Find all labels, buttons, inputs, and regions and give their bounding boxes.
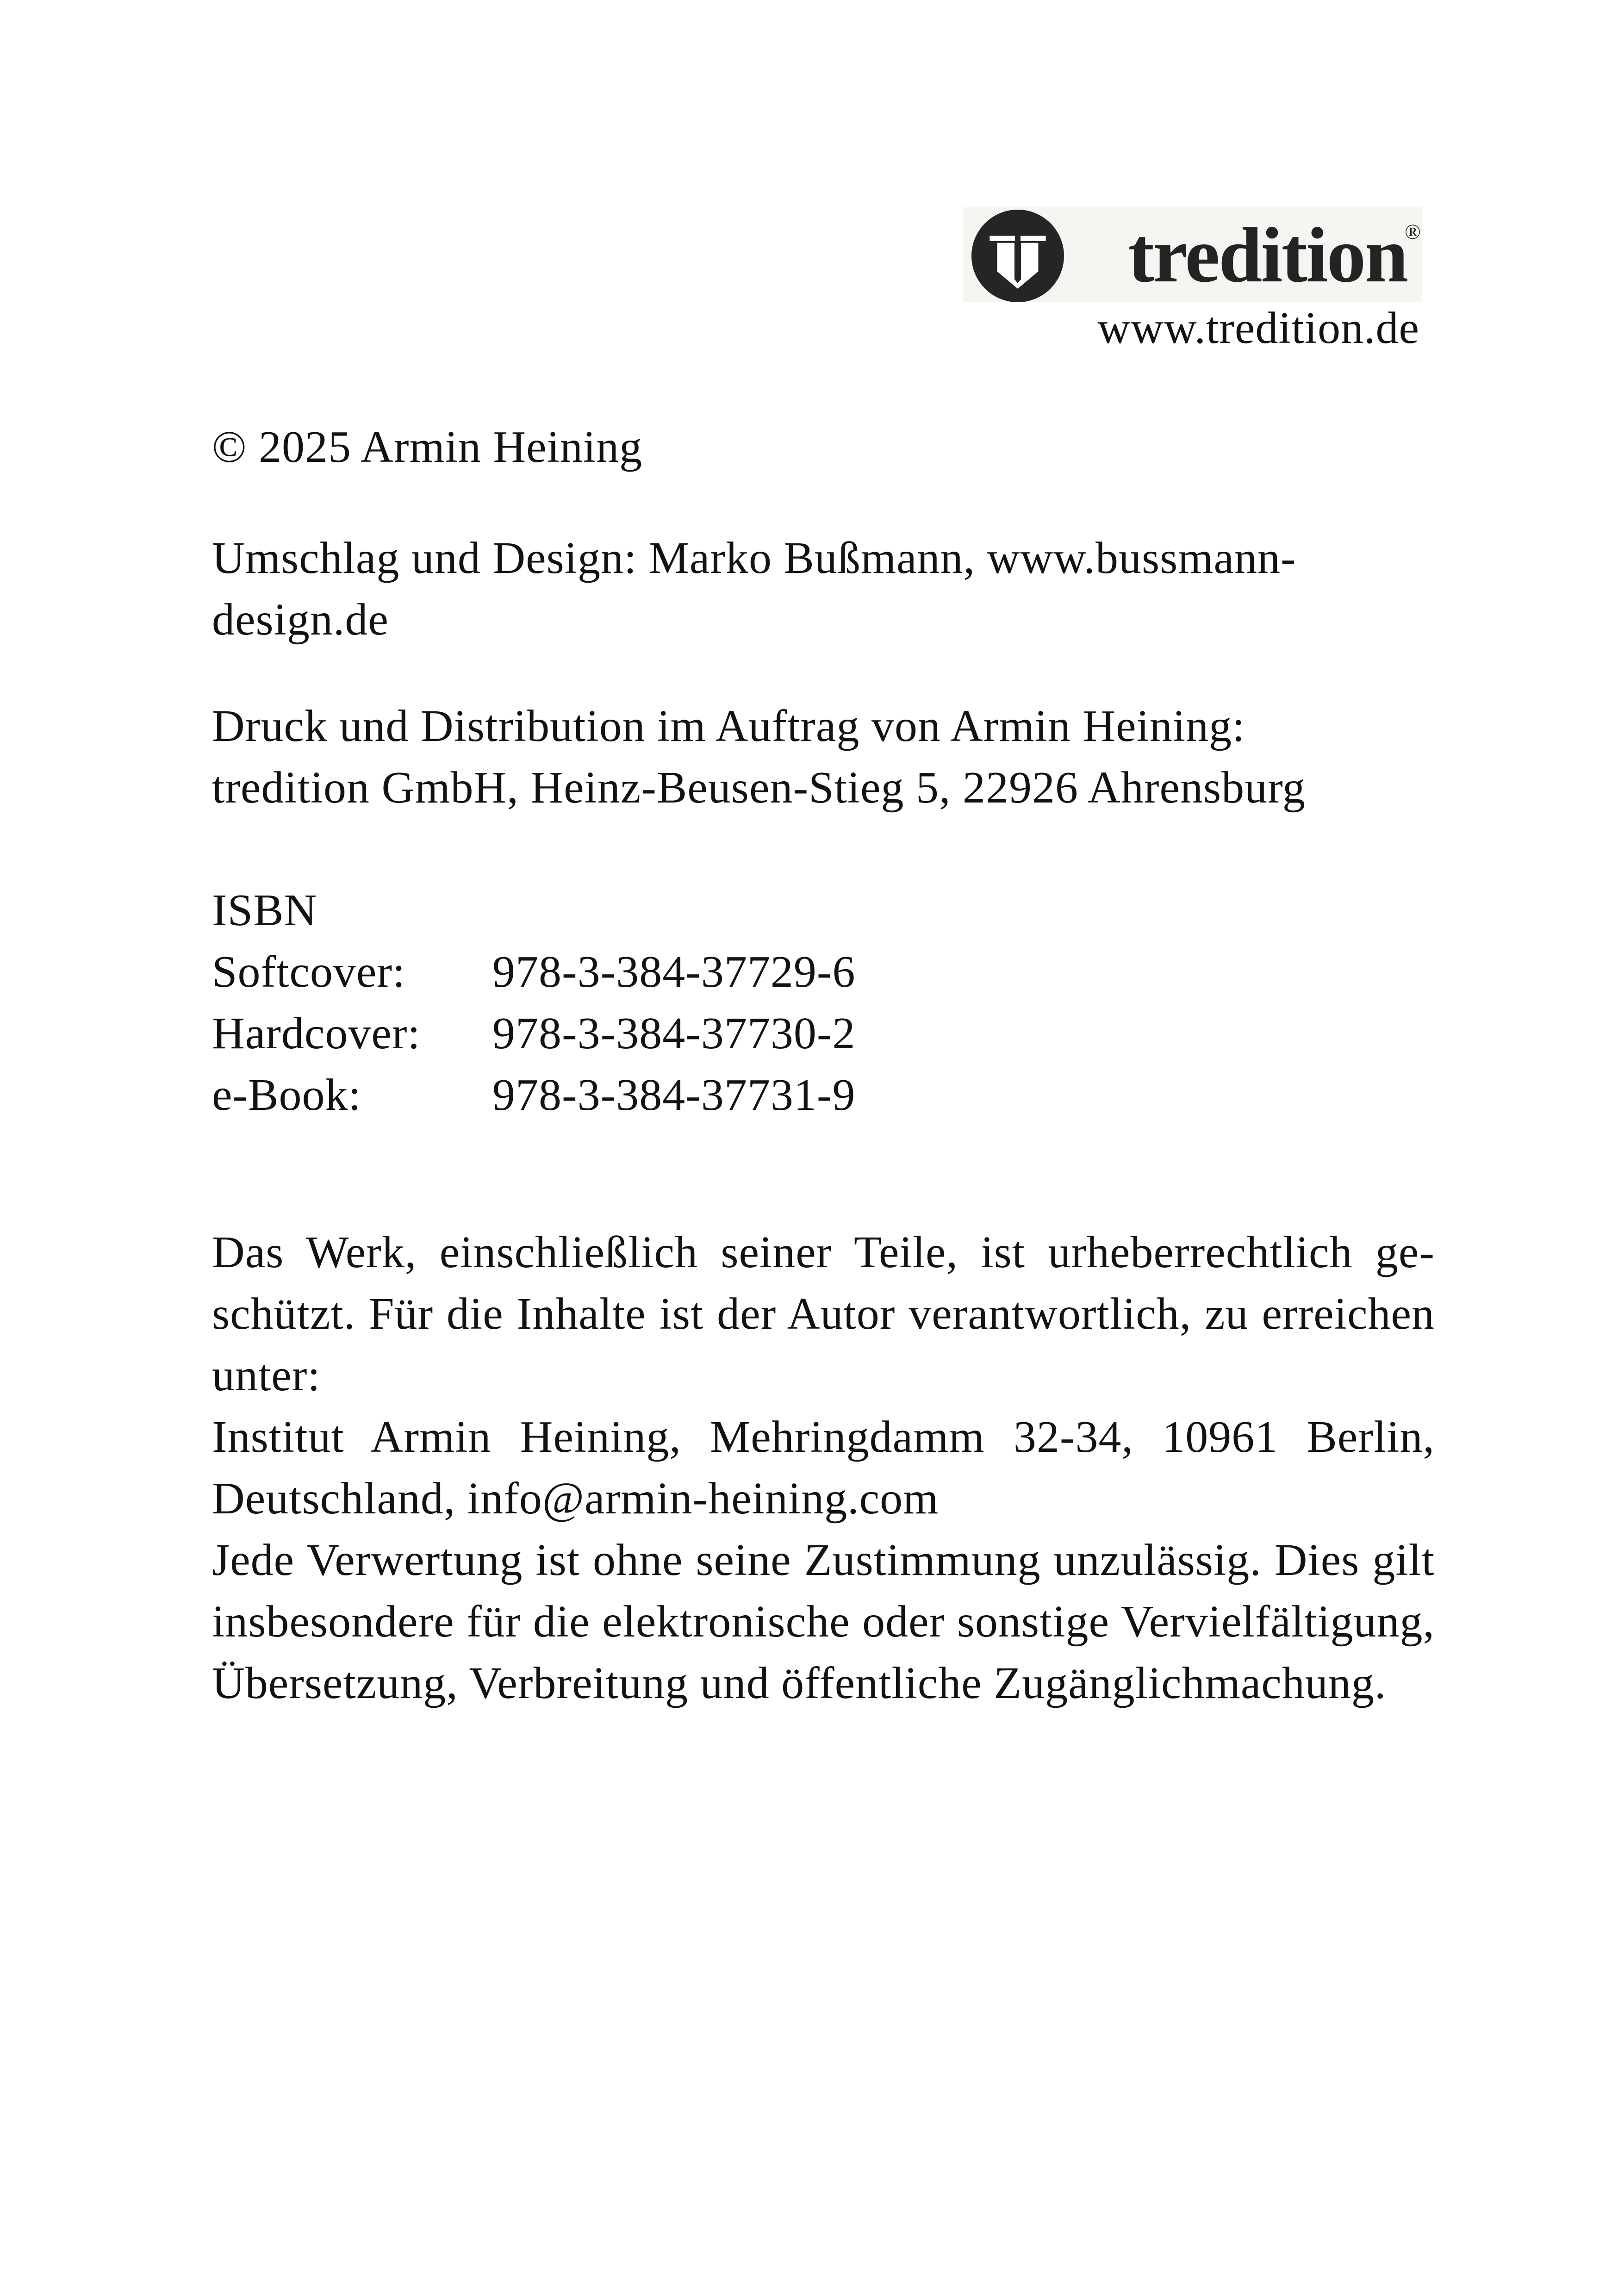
isbn-number: 978-3-384-37730-2 bbox=[492, 1008, 856, 1058]
isbn-number: 978-3-384-37731-9 bbox=[492, 1070, 856, 1120]
design-credit-line: Umschlag und Design: Marko Bußmann, www.bussmann- bbox=[212, 533, 1296, 583]
isbn-row bbox=[212, 1064, 1435, 1126]
distribution-block bbox=[212, 696, 1435, 819]
distribution-line: tredition GmbH, Heinz-Beusen-Stieg 5, 22926 Ahrensburg bbox=[212, 763, 1306, 813]
publisher-website: www.tredition.de bbox=[1097, 303, 1419, 353]
copyright-block bbox=[212, 417, 1435, 478]
isbn-row bbox=[212, 1003, 1435, 1064]
legal-line: Übersetzung, Verbreitung und öffentliche Zugänglichmachung. bbox=[212, 1658, 1387, 1708]
isbn-format-label: e-Book: bbox=[212, 1070, 361, 1120]
isbn-format-label: Softcover: bbox=[212, 947, 406, 997]
legal-line: Jede Verwertung ist ohne seine Zustimmung unzulässig. Dies gilt bbox=[212, 1535, 1435, 1585]
tredition-book-t-icon bbox=[971, 209, 1064, 303]
legal-line: Deutschland, info@armin-heining.com bbox=[212, 1474, 939, 1524]
isbn-heading: ISBN bbox=[212, 885, 317, 935]
design-credit-line: design.de bbox=[212, 595, 389, 645]
design-credit-block bbox=[212, 528, 1435, 651]
copyright-line: © 2025 Armin Heining bbox=[212, 422, 643, 472]
legal-line: insbesondere für die elektronische oder sonstige Vervielfältigung, bbox=[212, 1597, 1435, 1647]
isbn-block bbox=[212, 880, 1435, 1126]
registered-trademark-symbol: ® bbox=[1405, 220, 1421, 243]
legal-line: schützt. Für die Inhalte ist der Autor verantwortlich, zu erreichen bbox=[212, 1289, 1435, 1339]
isbn-row bbox=[212, 941, 1435, 1003]
isbn-format-label: Hardcover: bbox=[212, 1008, 421, 1058]
legal-line: Das Werk, einschließlich seiner Teile, ist urheberrechtlich ge- bbox=[212, 1227, 1435, 1277]
tredition-wordmark: tredition bbox=[1128, 212, 1407, 299]
distribution-line: Druck und Distribution im Auftrag von Armin Heining: bbox=[212, 701, 1245, 751]
legal-line: unter: bbox=[212, 1350, 321, 1400]
legal-line: Institut Armin Heining, Mehringdamm 32-34, 10961 Berlin, bbox=[212, 1412, 1435, 1462]
isbn-number: 978-3-384-37729-6 bbox=[492, 947, 856, 997]
legal-notice-block bbox=[212, 1222, 1435, 1714]
